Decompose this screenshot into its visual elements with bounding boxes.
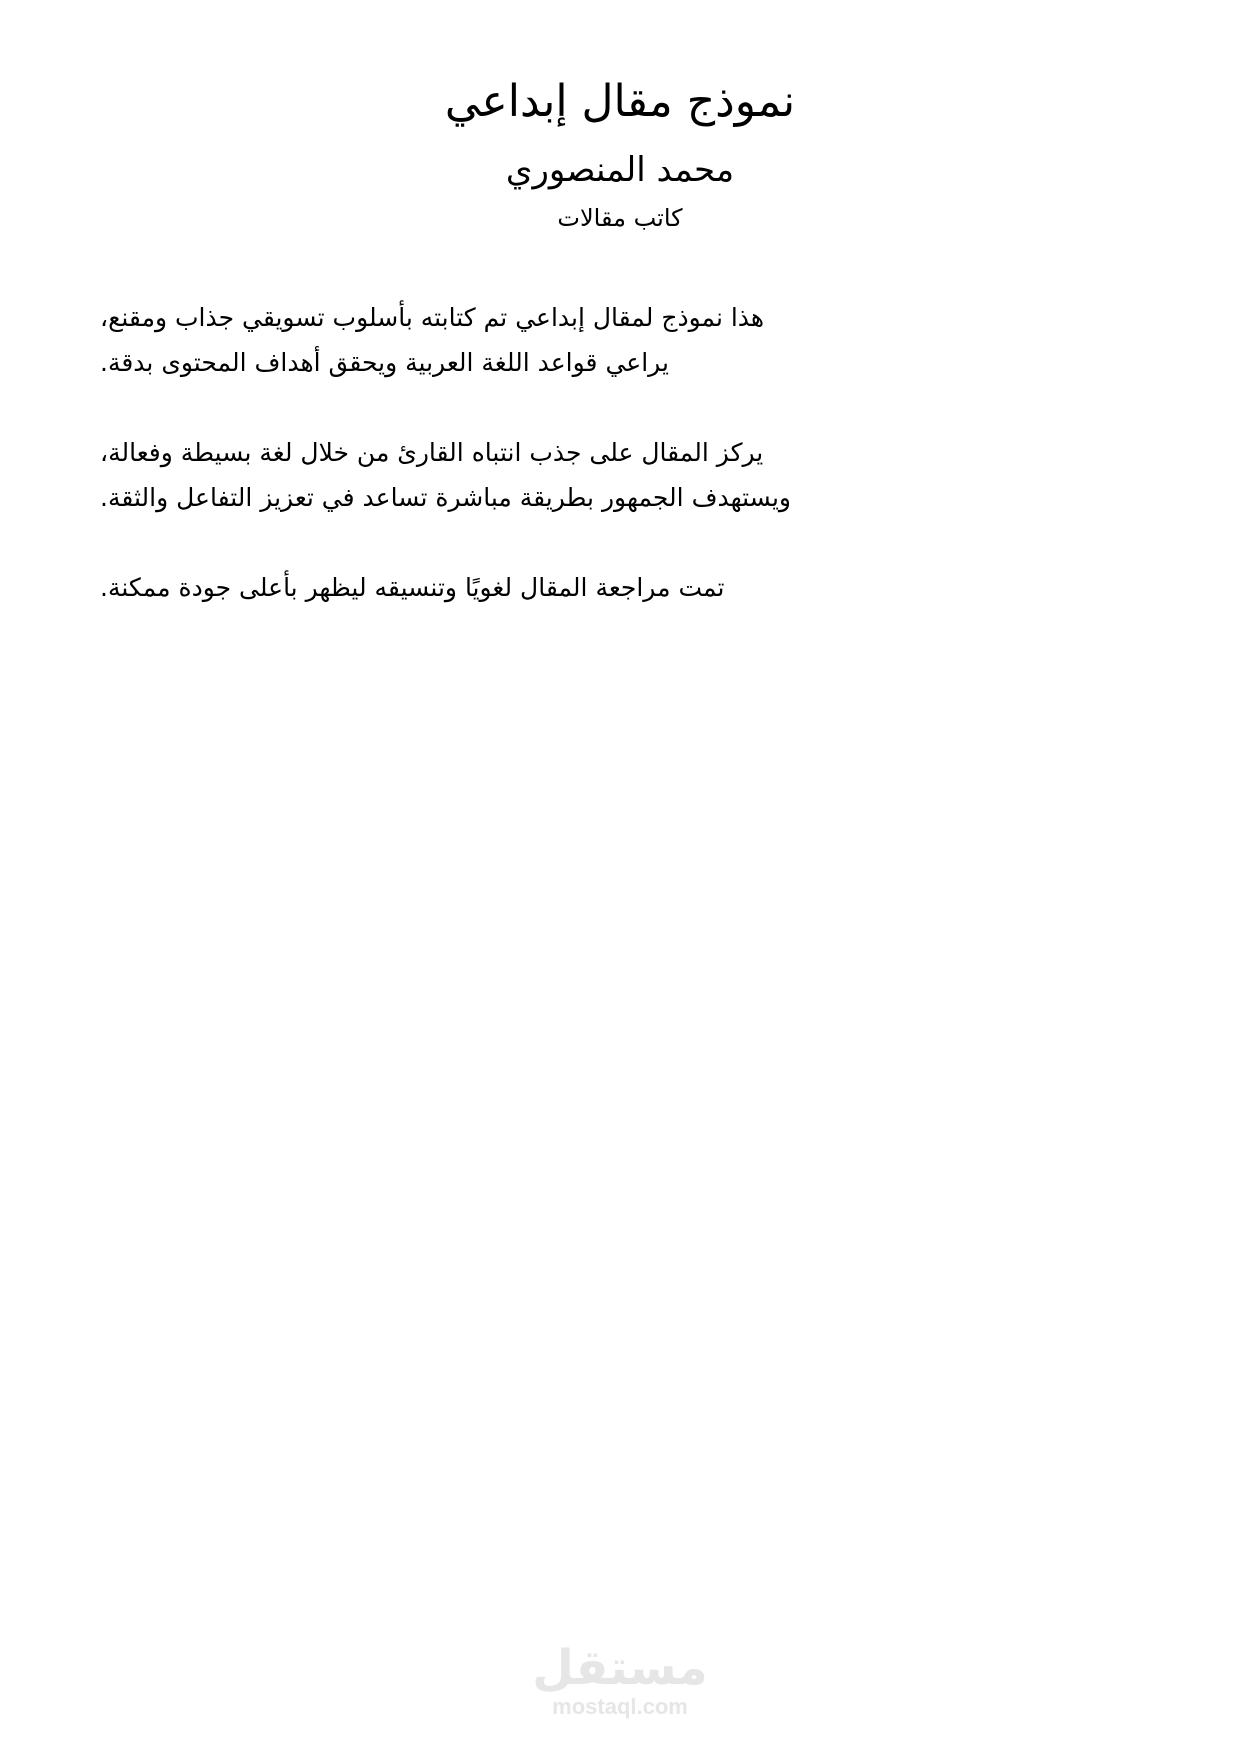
paragraph-1 (100, 295, 1060, 385)
author-role: كاتب مقالات (557, 204, 683, 232)
author-name: محمد المنصوري (505, 150, 735, 190)
paragraph-line: تمت مراجعة المقال لغويًا وتنسيقه ليظهر بأعلى جودة ممكنة. (100, 573, 725, 602)
paragraph-line: يركز المقال على جذب انتباه القارئ من خلال لغة بسيطة وفعالة، (100, 438, 764, 467)
mostaql-watermark (0, 1640, 1240, 1720)
paragraph-line: هذا نموذج لمقال إبداعي تم كتابته بأسلوب تسويقي جذاب ومقنع، (100, 303, 765, 332)
paragraph-2 (100, 430, 1060, 520)
document-title: نموذج مقال إبداعي (444, 76, 796, 127)
paragraph-3 (100, 565, 1060, 610)
watermark-url: mostaql.com (552, 1694, 688, 1719)
paragraph-line: يراعي قواعد اللغة العربية ويحقق أهداف المحتوى بدقة. (100, 348, 669, 377)
article-body (100, 295, 1060, 655)
watermark-logo: مستقل (532, 1640, 708, 1696)
paragraph-line: ويستهدف الجمهور بطريقة مباشرة تساعد في تعزيز التفاعل والثقة. (100, 483, 792, 512)
